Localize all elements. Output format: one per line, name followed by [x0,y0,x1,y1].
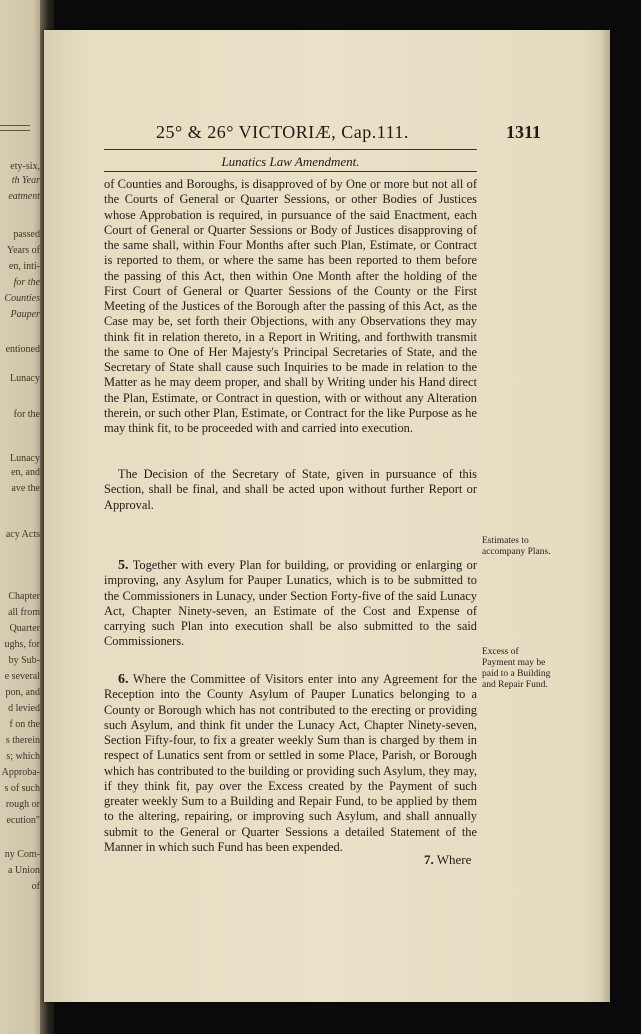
facing-page-fragment: ave the [11,483,40,494]
facing-page-fragment: ecution" [6,815,40,826]
facing-page-fragment: s; which [6,751,40,762]
facing-page-fragment: entioned [5,344,40,355]
page-number: 1311 [506,122,542,142]
document-page [44,30,610,1002]
act-title: 25° & 26° VICTORIÆ, Cap.111. [156,122,409,142]
catchword-number: 7. [424,852,434,867]
page-edge-shadow [600,30,610,1002]
section-text: Together with every Plan for building, or providing or enlarging or improving, any Asylum for Pauper Lunatics, which is to be submitted to the Commissioners in Lunacy, under Section Forty-five of the said Lunacy Act, Chapter Ninety-seven, an Estimate of the Cost and Expense of carrying such Plan into execution shall be also submitted to the said Commissioners. [104,558,477,649]
subtitle-rule [104,171,477,172]
section-number: 5. [118,558,129,573]
act-subtitle: Lunatics Law Amendment. [221,154,360,169]
facing-page-fragment: of [31,881,40,892]
facing-page-fragment: f on the [9,719,40,730]
facing-page-fragment: all from [8,607,40,618]
facing-page-fragment: by Sub- [8,655,40,666]
paragraph-continued: of Counties and Boroughs, is disapproved of by One or more but not all of the Courts of General or Quarter Sessions, or other Bodies of Justices whose Approbation is required, in pursuance of the said Enactment, each Court of General or Quarter Sessions or Body of Justices disapproving of the same shall, within Four Months after such Plan, Estimate, or Contract is reported to them, or where the same has been reported to them before the passing of this Act, then within One Month after the holding of the First Court of General or Quarter Sessions of the County or the First Meeting of the Justices of the Borough after the passing of this Act, as the Case may be, set forth their Objections, with any Observations they may think fit in relation thereto, in a Report in Writing, and forthwith transmit the same to One of Her Majesty's Principal Secretaries of State, and the Secretary of State shall cause such Inquiries to be made in relation to the Matter as he may deem proper, and shall by Writing under his Hand direct the Plan, Estimate, or Contract in question, with or without any Alteration therein, or such other Plan, Estimate, or Contract for the like Purpose as he may think fit, to be proceeded with and carried into execution. [104,177,477,435]
facing-page-fragment: Lunacy [10,453,40,464]
facing-page-fragment: Years of [6,245,40,256]
facing-page-fragment: for the [13,277,40,288]
facing-page-fragment: ny Com- [4,849,40,860]
facing-page-fragment: en, and [11,467,40,478]
facing-page-fragment: d levied [8,703,40,714]
facing-page-fragment: ety-six, [10,161,40,172]
margin-note-excess-payment: Excess of Payment may be paid to a Building and Repair Fund. [482,647,551,690]
section-text: Where the Committee of Visitors enter into any Agreement for the Reception into the County Asylum of Pauper Lunatics belonging to a County or Borough which has not contributed to the erecting or providing such Asylum, and think fit under the Lunacy Act, Chapter Ninety-seven, Section Fifty-four, to fix a greater weekly Sum than is charged by them in respect of Lunatics sent from or settled in some Place, Parish, or Borough which has contributed to the building or providing such Asylum, they may, if they think fit, pay over the Excess created by the Payment of such greater weekly Sum to a Building and Repair Fund, to be applied by them to the altering, repairing, or improving such Asylum, and shall annually submit to the General or Quarter Sessions a detailed Statement of the Manner in which such Fund has been expended. [104,672,477,854]
facing-page-fragment: s of such [4,783,40,794]
catchword [424,852,471,868]
facing-page-fragment: Pauper [10,309,40,320]
facing-page-fragment: rough or [5,799,40,810]
facing-page-fragment: Approba- [1,767,40,778]
facing-page-fragment: s therein [5,735,40,746]
facing-page-fragment: Quarter [9,623,40,634]
running-head [44,122,610,146]
facing-page-rule [0,125,30,126]
margin-note-estimates: Estimates to accompany Plans. [482,536,551,557]
facing-page-fragment: a Union [8,865,40,876]
section-5 [104,558,477,650]
paragraph-decision: The Decision of the Secretary of State, given in pursuance of this Section, shall be final, and shall be acted upon without further Report or Approval. [104,467,477,512]
facing-page-fragment: Counties [4,293,40,304]
section-6 [104,672,477,855]
facing-page-fragment: Lunacy [10,373,40,384]
facing-page-fragment: th Year [11,175,40,186]
section-number: 6. [118,672,129,687]
facing-page-fragment: e several [4,671,40,682]
catchword-text: Where [436,852,472,867]
facing-page-fragment: eatment [8,191,40,202]
facing-page-rule [0,130,30,131]
facing-page-fragment: for the [13,409,40,420]
facing-page-fragment: Chapter [8,591,40,602]
facing-page-fragment: ughs, for [4,639,40,650]
facing-page-fragment: pon, and [5,687,40,698]
header-rule [104,149,477,150]
facing-page-fragment: acy Acts [5,529,40,540]
facing-page-fragment: passed [13,229,40,240]
facing-page-fragment: en, inti- [8,261,40,272]
